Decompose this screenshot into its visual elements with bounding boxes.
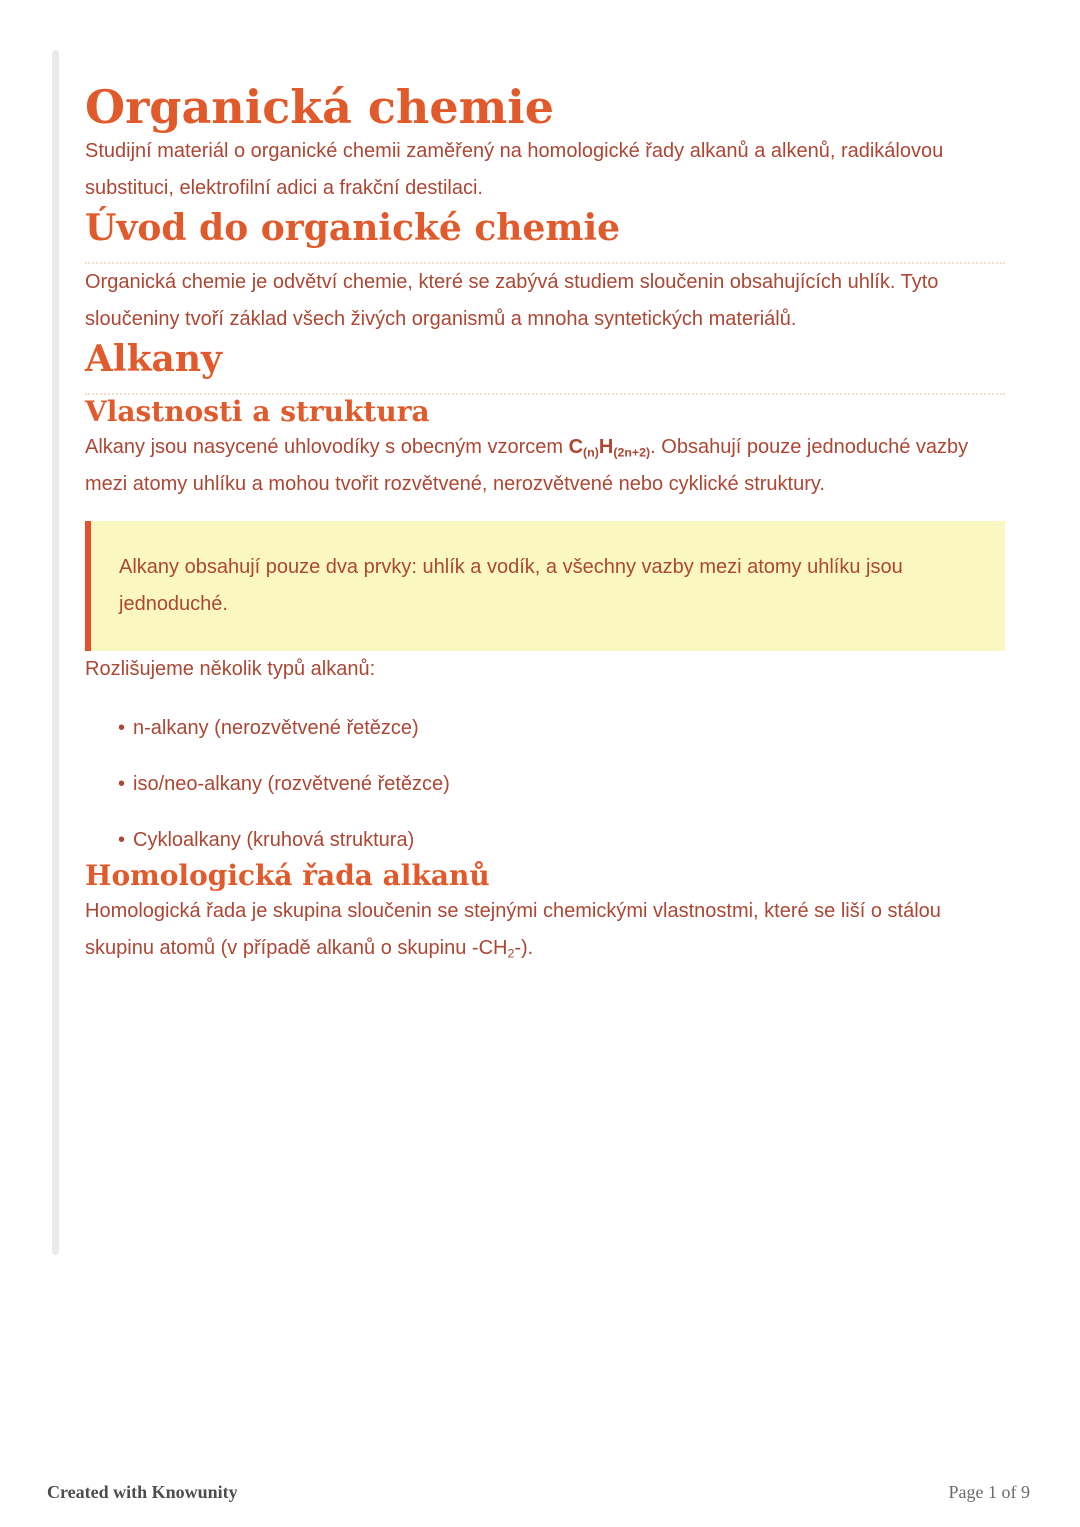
list-item xyxy=(118,766,1005,803)
callout-text: Alkany obsahují pouze dva prvky: uhlík a vodík, a všechny vazby mezi atomy uhlíku jsou jednoduché. xyxy=(119,555,903,615)
list-item-label: n-alkany (nerozvětvené řetězce) xyxy=(133,716,419,739)
list-intro-paragraph: Rozlišujeme několik typů alkanů: xyxy=(85,657,376,680)
uvod-paragraph: Organická chemie je odvětví chemie, které se zabývá studiem sloučenin obsahujících uhlík. Tyto sloučeniny tvoří základ všech živých organismů a mnoha syntetických materiálů. xyxy=(85,270,939,330)
bullet-icon: • xyxy=(118,828,126,851)
formula-hydrogen-subscript: (2n+2) xyxy=(613,445,651,460)
formula-paragraph xyxy=(85,429,1005,503)
formula-carbon-subscript: (n) xyxy=(583,445,599,460)
page-margin-rail xyxy=(52,50,59,1255)
subheading-vlastnosti: Vlastnosti a struktura xyxy=(85,394,430,428)
page-footer xyxy=(47,1482,1030,1503)
list-item xyxy=(118,822,1005,859)
footer-branding: Created with Knowunity xyxy=(47,1482,238,1502)
list-item xyxy=(118,710,1005,747)
subheading-homologicka: Homologická řada alkanů xyxy=(85,858,490,892)
highlight-callout-box xyxy=(85,521,1005,651)
homologicka-paragraph xyxy=(85,893,1005,967)
page-title: Organická chemie xyxy=(85,80,555,134)
ch2-subscript: 2 xyxy=(507,946,515,961)
list-item-label: iso/neo-alkany (rozvětvené řetězce) xyxy=(133,772,450,795)
formula-hydrogen-symbol: H xyxy=(598,435,614,458)
list-item-label: Cykloalkany (kruhová struktura) xyxy=(133,828,415,851)
document-content xyxy=(85,0,1005,967)
alkane-types-list xyxy=(85,710,1005,859)
intro-paragraph: Studijní materiál o organické chemii zaměřený na homologické řady alkanů a alkenů, radikálovou substituci, elektrofilní adici a frakční destilaci. xyxy=(85,139,944,199)
bullet-icon: • xyxy=(118,772,126,795)
formula-carbon-symbol: C xyxy=(568,435,584,458)
formula-text-before: Alkany jsou nasycené uhlovodíky s obecným vzorcem xyxy=(85,435,569,458)
section-heading-alkany: Alkany xyxy=(85,338,1005,395)
homologicka-text-before: Homologická řada je skupina sloučenin se stejnými chemickými vlastnostmi, které se liší o stálou skupinu atomů (v případě alkanů o skupinu -CH xyxy=(85,899,941,959)
footer-page-number: Page 1 of 9 xyxy=(948,1482,1030,1502)
formula-text-after: . Obsahují pouze jednoduché vazby mezi atomy uhlíku a mohou tvořit rozvětvené, nerozvětvené nebo cyklické struktury. xyxy=(85,435,969,495)
section-heading-uvod: Úvod do organické chemie xyxy=(85,207,1005,264)
homologicka-text-after: -). xyxy=(514,936,534,959)
bullet-icon: • xyxy=(118,716,126,739)
